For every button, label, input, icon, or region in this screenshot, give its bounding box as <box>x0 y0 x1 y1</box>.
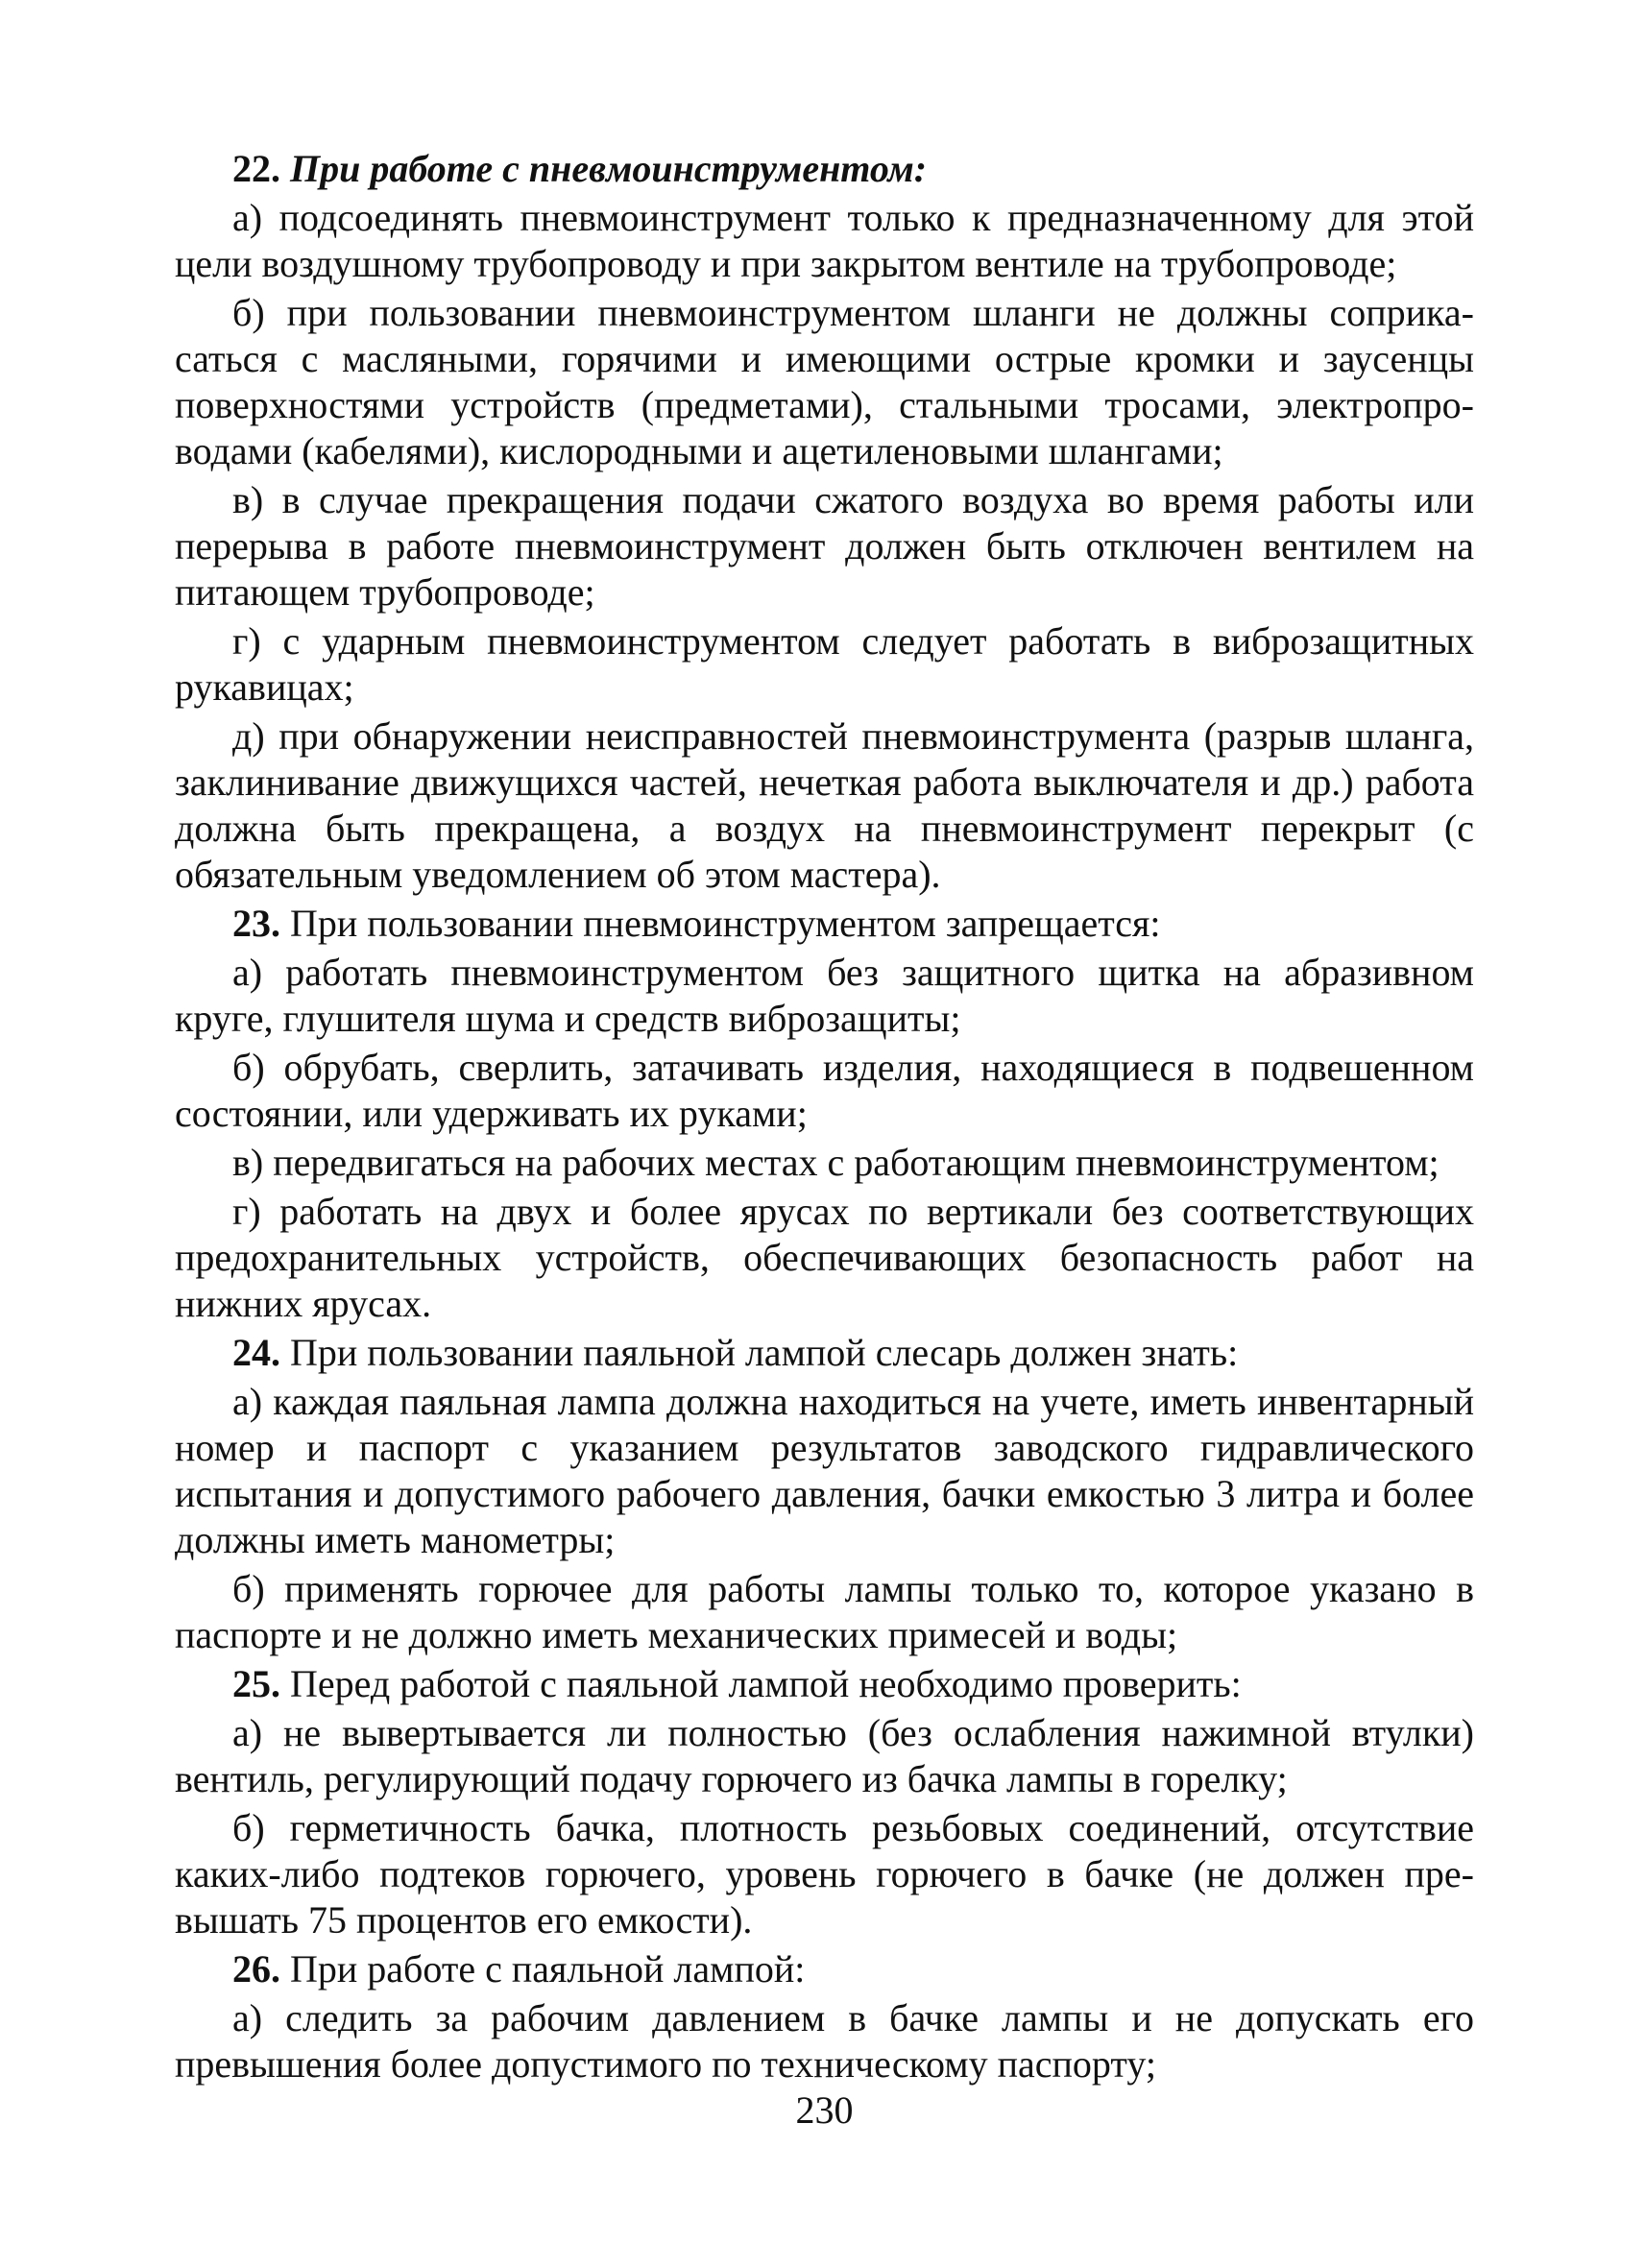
section-26-item-a: а) следить за рабочим давлением в бачке лампы и не допускать его превышения более допустимого по техническому паспорту; <box>175 1996 1474 2086</box>
page-number: 230 <box>795 2088 854 2132</box>
section-24-text: При пользовании паяльной лампой слесарь должен знать: <box>290 1331 1239 1374</box>
section-22-item-b: б) при пользовании пневмоинструментом шланги не должны соприкасаться с масляными, горячими и имеющими острые кромки и заусенцы поверхностями устройств (предметами), стальными тросами, электропроводами (кабелями), кислородными и ацетиленовыми шлангами; <box>175 291 1474 472</box>
section-22-item-c: в) в случае прекращения подачи сжатого воздуха во время работы или перерыва в работе пневмоинструмент должен быть отключен вентилем на питающем трубопроводе; <box>175 478 1474 614</box>
document-page <box>175 146 1474 2153</box>
section-26-text: При работе с паяльной лампой: <box>290 1947 806 1991</box>
section-25-item-a: а) не вывертывается ли полностью (без ослабления нажимной втулки) вентиль, регулирующий подачу горючего из бачка лампы в горелку; <box>175 1711 1474 1800</box>
section-25-item-b: б) герметичность бачка, плотность резьбовых соединений, отсутствие каких-либо подтеков горючего, уровень горючего в бачке (не должен превышать 75 процентов его емкости). <box>175 1806 1474 1942</box>
section-24-heading <box>175 1330 1474 1376</box>
section-24-item-b: б) применять горючее для работы лампы только то, которое указано в паспорте и не должно иметь механических примесей и воды; <box>175 1567 1474 1656</box>
section-22-heading <box>175 146 1474 192</box>
section-25-number: 25. <box>232 1662 280 1705</box>
section-23-item-c: в) передвигаться на рабочих местах с работающим пневмоинструментом; <box>232 1141 1439 1184</box>
section-22-number: 22. <box>232 147 280 190</box>
section-26-heading <box>175 1946 1474 1992</box>
section-23-item-b: б) обрубать, сверлить, затачивать изделия, находящиеся в подвешенном состоянии, или удерживать их руками; <box>175 1046 1474 1135</box>
section-23-item-a: а) работать пневмоинструментом без защитного щитка на абразивном круге, глушителя шума и средств виброзащиты; <box>175 951 1474 1040</box>
section-23-item-d: г) работать на двух и более ярусах по вертикали без соответствующих предохранительных устройств, обеспечивающих безопасность работ на нижних ярусах. <box>175 1190 1474 1325</box>
section-25-heading <box>175 1661 1474 1707</box>
section-25-text: Перед работой с паяльной лампой необходимо проверить: <box>290 1662 1242 1705</box>
section-23-heading <box>175 901 1474 947</box>
section-23-text: При пользовании пневмоинструментом запрещается: <box>290 902 1161 945</box>
section-26-number: 26. <box>232 1947 280 1991</box>
section-22-item-e: д) при обнаружении неисправностей пневмоинструмента (разрыв шланга, заклинивание движущихся частей, нечеткая работа выключателя и др.) работа должна быть прекращена, а воздух на пневмоинструмент перекрыт (с обязательным уведомлением об этом мастера). <box>175 714 1474 896</box>
section-22-item-d: г) с ударным пневмоинструментом следует работать в виброзащитных рукавицах; <box>175 619 1474 709</box>
section-24-item-a: а) каждая паяльная лампа должна находиться на учете, иметь инвентарный номер и паспорт с указанием результатов заводского гидравлического испытания и допустимого рабочего давления, бачки емкостью 3 литра и более должны иметь манометры; <box>175 1380 1474 1561</box>
section-24-number: 24. <box>232 1331 280 1374</box>
section-23-number: 23. <box>232 902 280 945</box>
section-22-title: При работе с пневмоинструментом: <box>290 147 928 190</box>
section-22-item-a: а) подсоединять пневмоинструмент только к предназначенному для этой цели воздушному трубопроводу и при закрытом вентиле на трубопроводе; <box>175 196 1474 285</box>
